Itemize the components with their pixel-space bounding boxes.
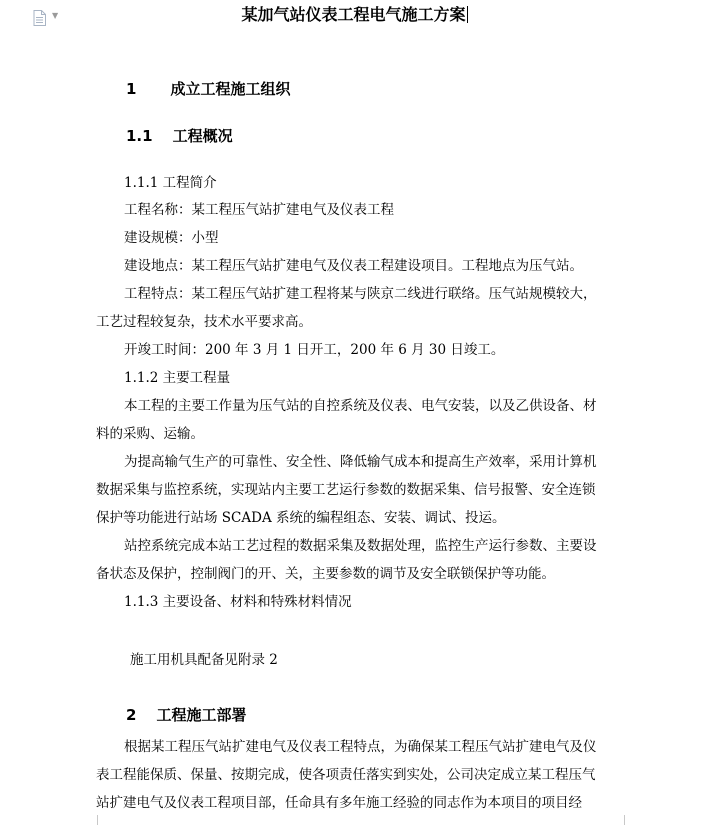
subheading-1-1-1: 1.1.1 工程简介 xyxy=(124,175,217,191)
paragraph-line: 本工程的主要工作量为压气站的自控系统及仪表、电气安装，以及乙供设备、材 xyxy=(124,398,597,414)
paragraph-line: 站控系统完成本站工艺过程的数据采集及数据处理，监控生产运行参数、主要设 xyxy=(124,538,597,554)
document-title: 某加气站仪表工程电气施工方案 xyxy=(241,5,466,24)
paragraph-line: 建设地点：某工程压气站扩建电气及仪表工程建设项目。工程地点为压气站。 xyxy=(124,258,583,274)
subheading-1-1-2: 1.1.2 主要工程量 xyxy=(124,370,231,386)
paragraph-line: 为提高输气生产的可靠性、安全性、降低输气成本和提高生产效率，采用计算机 xyxy=(124,454,597,470)
subheading-1-1-3: 1.1.3 主要设备、材料和特殊材料情况 xyxy=(124,594,352,610)
heading-1-1: 1.1 工程概况 xyxy=(126,127,233,145)
paragraph-line: 工程名称：某工程压气站扩建电气及仪表工程 xyxy=(124,202,394,218)
margin-corner-mark xyxy=(624,815,635,825)
paragraph-line: 建设规模：小型 xyxy=(124,230,219,246)
margin-corner-mark xyxy=(87,815,98,825)
paragraph-line: 根据某工程压气站扩建电气及仪表工程特点，为确保某工程压气站扩建电气及仪 xyxy=(124,739,597,755)
paragraph-line: 工艺过程较复杂，技术水平要求高。 xyxy=(96,314,312,330)
paragraph-line: 表工程能保质、保量、按期完成，使各项责任落实到实处，公司决定成立某工程压气 xyxy=(96,767,596,783)
paragraph-line: 备状态及保护，控制阀门的开、关，主要参数的调节及安全联锁保护等功能。 xyxy=(96,566,555,582)
paragraph-line: 站扩建电气及仪表工程项目部，任命具有多年施工经验的同志作为本项目的项目经 xyxy=(96,795,582,811)
chevron-down-icon[interactable]: ▼ xyxy=(52,11,59,20)
heading-2: 2 工程施工部署 xyxy=(126,706,247,724)
paragraph-line: 开竣工时间：200 年 3 月 1 日开工，200 年 6 月 30 日竣工。 xyxy=(124,342,505,358)
text-cursor xyxy=(467,6,468,23)
paragraph-line: 数据采集与监控系统，实现站内主要工艺运行参数的数据采集、信号报警、安全连锁 xyxy=(96,482,596,498)
paragraph-line: 料的采购、运输。 xyxy=(96,426,204,442)
paragraph-line: 工程特点：某工程压气站扩建工程将某与陕京二线进行联络。压气站规模较大， xyxy=(124,286,597,302)
paragraph-line: 保护等功能进行站场 SCADA 系统的编程组态、安装、调试、投运。 xyxy=(96,510,506,526)
paragraph-line: 施工用机具配备见附录 2 xyxy=(130,652,278,668)
heading-1: 1 成立工程施工组织 xyxy=(126,80,291,98)
